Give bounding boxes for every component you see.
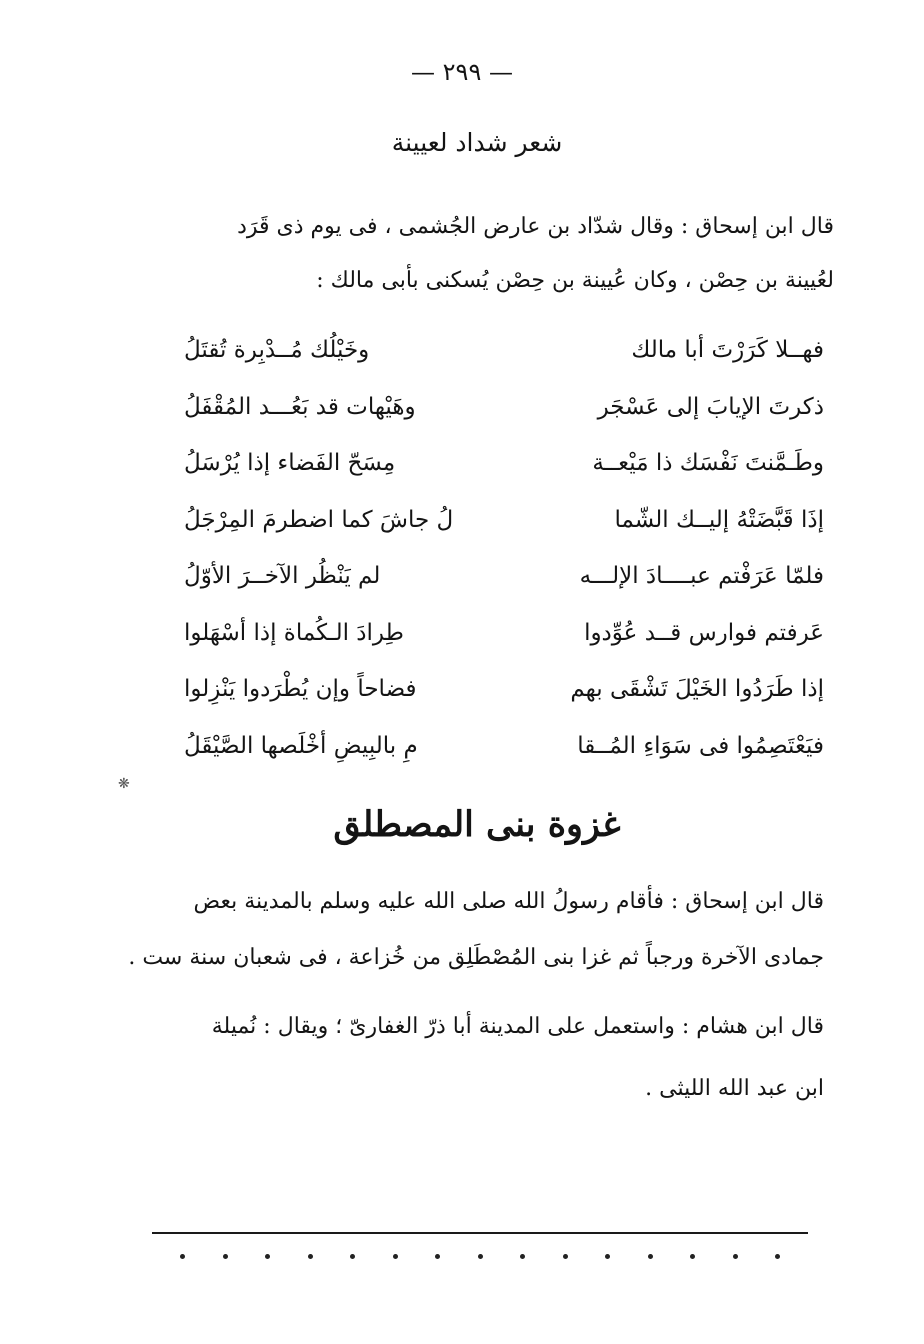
verse-second-hemistich: وهَيْهات قد بَعُـــد المُقْفَلُ	[184, 393, 416, 420]
chapter-title: غزوة بنى المصطلق	[333, 804, 621, 845]
poem-verse	[184, 492, 824, 549]
footer-dot	[478, 1254, 483, 1259]
verse-first-hemistich: فلمّا عَرَفْتم عبــــادَ الإلـــه	[579, 563, 824, 590]
poem-verse	[184, 379, 824, 436]
poem-verse	[184, 718, 824, 775]
verse-first-hemistich: عَرفتم فوارس قــد عُوِّدوا	[584, 619, 824, 646]
poem-verse	[184, 605, 824, 662]
verse-second-hemistich: طِرادَ الـكُماة إذا أسْهَلوا	[184, 619, 404, 646]
footer-dot	[605, 1254, 610, 1259]
paragraph-two-line-1: قال ابن إسحاق : فأقام رسولُ الله صلى الله عليه وسلم بالمدينة بعض	[193, 889, 824, 914]
verse-second-hemistich: مِسَحّ الفَضاء إذا يُرْسَلُ	[184, 450, 396, 477]
intro-line-2: لعُيينة بن حِصْن ، وكان عُيينة بن حِصْن يُسكنى بأبى مالك :	[316, 268, 834, 293]
ornament-mark: ❋	[118, 776, 130, 792]
verse-first-hemistich: وطَـمَّنتَ نَفْسَك ذا مَيْعــة	[592, 450, 824, 477]
paragraph-two	[124, 874, 824, 986]
footer-dot	[648, 1254, 653, 1259]
footer-dot	[435, 1254, 440, 1259]
verse-first-hemistich: فيَعْتَصِمُوا فى سَوَاءِ المُــقا	[577, 732, 824, 759]
footer-dot	[223, 1254, 228, 1259]
paragraph-three-line-1: قال ابن هشام : واستعمل على المدينة أبا ذرّ الغفارىّ ؛ ويقال : نُميلة	[211, 1014, 824, 1039]
poem	[184, 322, 824, 774]
poem-verse	[184, 661, 824, 718]
intro-paragraph	[114, 200, 834, 308]
footer-dot	[265, 1254, 270, 1259]
verse-second-hemistich: لم يَنْظُر الآخــرَ الأوّلُ	[184, 563, 381, 590]
footer-dot	[733, 1254, 738, 1259]
footer-dot	[775, 1254, 780, 1259]
verse-second-hemistich: فضاحاً وإن يُطْرَدوا يَنْزِلوا	[184, 676, 417, 703]
paragraph-three-line-2: ابن عبد الله الليثى .	[645, 1076, 824, 1101]
poem-verse	[184, 548, 824, 605]
section-heading: شعر شداد لعيينة	[391, 128, 563, 157]
footer-dot	[350, 1254, 355, 1259]
page-number: — ٢٩٩ —	[411, 58, 513, 86]
paragraph-three	[124, 996, 824, 1120]
verse-second-hemistich: مِ بالبِيضِ أخْلَصها الصَّيْقَلُ	[184, 732, 418, 759]
footer-dot	[393, 1254, 398, 1259]
verse-first-hemistich: إذا طَرَدُوا الخَيْلَ تَشْقَى بهم	[570, 676, 824, 703]
footer-dot	[308, 1254, 313, 1259]
footer-rule	[152, 1232, 808, 1234]
intro-line-1: قال ابن إسحاق : وقال شدّاد بن عارض الجُشمى ، فى يوم ذى قَرَد	[237, 214, 834, 239]
poem-verse	[184, 435, 824, 492]
poem-verse	[184, 322, 824, 379]
verse-first-hemistich: فهــلا كَرَرْتَ أبا مالك	[631, 337, 824, 364]
verse-second-hemistich: لُ جاشَ كما اضطرمَ المِرْجَلُ	[184, 506, 454, 533]
verse-first-hemistich: إذَا قَبَّضَتْهُ إليــك الشّما	[614, 506, 824, 533]
footer-dot	[180, 1254, 185, 1259]
verse-first-hemistich: ذكرتَ الإيابَ إلى عَسْجَر	[597, 393, 824, 420]
footer-dot	[520, 1254, 525, 1259]
footer-dot	[690, 1254, 695, 1259]
footer-dot	[563, 1254, 568, 1259]
footer-dot-row	[180, 1254, 780, 1259]
verse-second-hemistich: وخَيْلُك مُــدْبِرة تُقتَلُ	[184, 337, 370, 364]
paragraph-two-line-2: جمادى الآخرة ورجباً ثم غزا بنى المُصْطَلِق من خُزاعة ، فى شعبان سنة ست .	[128, 945, 824, 970]
